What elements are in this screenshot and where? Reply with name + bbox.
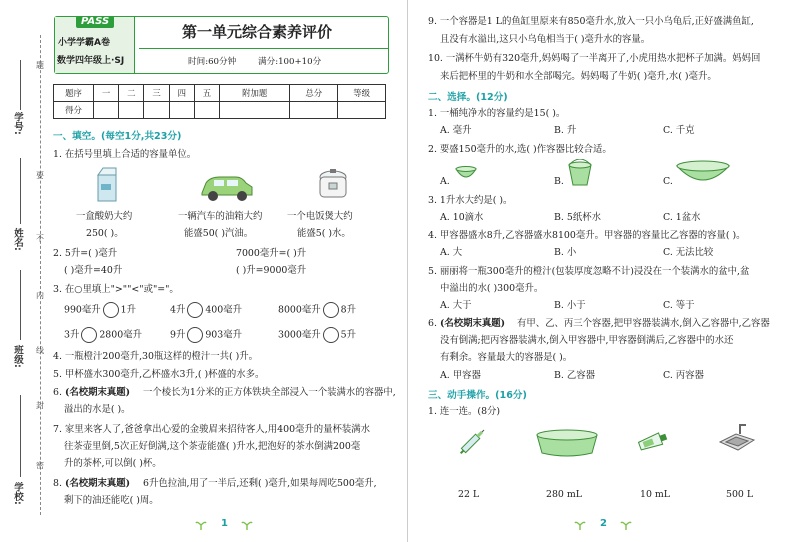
rice-cooker-icon (317, 167, 349, 201)
option-b[interactable]: B. 升 (554, 125, 577, 136)
question-text: 一个电饭煲大约 (287, 211, 353, 222)
score-cell[interactable] (119, 102, 144, 119)
option-a[interactable]: A. 毫升 (440, 125, 472, 136)
capacity-label: 22 L (458, 489, 480, 500)
question-text: 10. 一满杯牛奶有320毫升,妈妈喝了一半离开了,小虎用热水把杯子加满。妈妈回 (428, 53, 761, 64)
question-text: 9. 一个容器是1 L的鱼缸里原来有850毫升水,放入一只小乌龟后,正好盛满鱼缸, (428, 16, 754, 27)
section-title: 一、填空。(每空1分,共23分) (53, 131, 182, 142)
car-icon (198, 171, 256, 203)
question-text: 来后把杯里的牛奶和水全部喝完。妈妈喝了牛奶( )毫升,水( )毫升。 (440, 71, 717, 82)
question-text: 3. 1升水大约是( )。 (428, 195, 513, 206)
compare-right: 903毫升 (205, 329, 242, 341)
fill-line (20, 158, 21, 224)
school-label: 学校: (12, 482, 23, 505)
compare-item (278, 327, 356, 343)
cut-line (40, 35, 41, 515)
option-c[interactable]: C. 无法比较 (663, 247, 714, 258)
compare-right: 2800毫升 (99, 329, 142, 341)
score-table-row (54, 102, 386, 119)
question-text: ( )毫升=40升 (64, 265, 123, 276)
option-b[interactable]: B. 5纸杯水 (554, 212, 601, 223)
compare-circle[interactable] (323, 302, 339, 318)
compare-left: 8000毫升 (278, 304, 321, 316)
table-cell: 题序 (54, 85, 94, 102)
table-cell: 等级 (338, 85, 386, 102)
question-text: 升的茶杯,可以倒( )杯。 (64, 458, 162, 469)
table-cell: 得分 (54, 102, 94, 119)
score-table-header-row (54, 85, 386, 102)
table-cell: 四 (169, 85, 194, 102)
fill-line (20, 270, 21, 340)
score-cell[interactable] (338, 102, 386, 119)
compare-item (278, 302, 356, 318)
compare-item (64, 302, 136, 318)
question-text: 2. 5升=( )毫升 (53, 248, 118, 259)
series-name: 小学学霸A卷 (58, 38, 110, 48)
large-basin-icon (676, 160, 730, 186)
question-text: 4. 一瓶橙汁200毫升,30瓶这样的橙汁一共( )升。 (53, 351, 259, 362)
question-text: 3. 在○里填上">""<"或"="。 (53, 284, 179, 295)
compare-circle[interactable] (81, 327, 97, 343)
option-a[interactable]: A. 甲容器 (440, 370, 481, 381)
syringe-icon (455, 425, 489, 459)
question-text: 2. 要盛150毫升的水,选( )作容器比较合适。 (428, 144, 612, 155)
option-b[interactable]: B. (554, 176, 564, 187)
compare-circle[interactable] (323, 327, 339, 343)
option-c[interactable]: C. 千克 (663, 125, 695, 136)
question-text: 7000毫升=( )升 (236, 248, 307, 259)
question-number: 8. (53, 478, 62, 489)
question-text: 有剩余。容量最大的容器是( )。 (440, 352, 573, 363)
table-cell: 三 (144, 85, 169, 102)
question-text: ( )升=9000毫升 (236, 265, 307, 276)
option-a[interactable]: A. (440, 176, 450, 187)
option-c[interactable]: C. 等于 (663, 300, 695, 311)
option-b[interactable]: B. 小于 (554, 300, 586, 311)
question-text: 5. 丽丽将一瓶300毫升的橙汁(包装厚度忽略不计)浸没在一个装满水的盆中,盆 (428, 266, 750, 277)
table-cell: 二 (119, 85, 144, 102)
grade-label: 数学四年级上·SJ (57, 56, 125, 66)
seal-char: 要 (36, 171, 44, 180)
score-table (53, 84, 386, 119)
question-text: 剩下的油还能吃( )周。 (64, 495, 159, 506)
brand-logo: PASS (76, 16, 114, 28)
question-number: 6. (428, 318, 437, 329)
score-cell[interactable] (290, 102, 338, 119)
question-number: 6. (53, 387, 62, 398)
question-text: 有甲、乙、丙三个容器,把甲容器装满水,倒入乙容器中,乙容器 (517, 318, 770, 329)
question-text: 4. 甲容器盛水8升,乙容器盛水8100毫升。甲容器的容量比乙容器的容量( )。 (428, 230, 746, 241)
compare-item (170, 327, 242, 343)
question-text: 1. 在括号里填上合适的容量单位。 (53, 149, 197, 160)
yogurt-box-icon (94, 167, 122, 203)
capacity-label: 500 L (726, 489, 754, 500)
seal-char: 不 (36, 234, 44, 243)
compare-left: 4升 (170, 304, 186, 316)
option-c[interactable]: C. 1盆水 (663, 212, 701, 223)
binding-strip (0, 0, 50, 542)
question-text: 5. 甲杯盛水300毫升,乙杯盛水3升,( )杯盛的水多。 (53, 369, 265, 380)
option-a[interactable]: A. 大于 (440, 300, 472, 311)
score-cell[interactable] (94, 102, 119, 119)
small-bowl-icon (455, 165, 477, 183)
table-cell: 附加题 (220, 85, 290, 102)
question-text: 能盛50( )汽油。 (184, 228, 254, 239)
full-score: 满分:100+10分 (258, 57, 322, 67)
toothpaste-icon (637, 428, 671, 454)
name-label: 姓名: (12, 228, 23, 251)
fill-line (20, 60, 21, 110)
bucket-icon (566, 159, 594, 187)
question-text: 250( )。 (86, 228, 124, 239)
page-number-text: 2 (600, 518, 607, 529)
question-text: 没有倒满;把丙容器装满水,倒入甲容器中,甲容器倒满后,乙容器中的水还 (440, 335, 734, 346)
seal-char: 内 (36, 291, 44, 300)
question-text: 溢出的水是( )。 (64, 404, 131, 415)
question-text: 往茶壶里倒,5次正好倒满,这个茶壶能盛( )升水,把泡好的茶水倒满200毫 (64, 441, 361, 452)
bathtub-icon (534, 425, 600, 459)
question-text: 一盒酸奶大约 (76, 211, 133, 222)
score-cell[interactable] (169, 102, 194, 119)
capacity-label: 10 mL (640, 489, 671, 500)
seal-char: 线 (36, 346, 44, 355)
section-title: 二、选择。(12分) (428, 92, 508, 103)
score-cell[interactable] (194, 102, 219, 119)
compare-circle[interactable] (103, 302, 119, 318)
option-b[interactable]: B. 小 (554, 247, 577, 258)
capacity-label: 280 mL (546, 489, 582, 500)
compare-left: 9升 (170, 329, 186, 341)
question-text: 且没有水溢出,这只小乌龟相当于( )毫升水的容量。 (440, 34, 651, 45)
question-text: 7. 家里来客人了,爸爸拿出心爱的金骏眉来招待客人,用400毫升的量杯装满水 (53, 424, 371, 435)
compare-left: 3升 (64, 329, 80, 341)
exam-source-tag: (名校期末真题) (65, 387, 131, 398)
compare-item (64, 327, 142, 343)
question-text: 中溢出的水( )300毫升。 (440, 283, 544, 294)
exam-source-tag: (名校期末真题) (65, 478, 131, 489)
page-number-text: 1 (221, 518, 228, 529)
compare-right: 5升 (340, 329, 356, 341)
table-cell: 五 (194, 85, 219, 102)
table-cell: 总分 (290, 85, 338, 102)
seal-char: 题 (36, 61, 44, 70)
question-text: 6升色拉油,用了一半后,还剩( )毫升,如果每周吃500毫升, (143, 478, 377, 489)
time-limit: 时间:60分钟 (188, 57, 237, 67)
exam-source-tag: (名校期末真题) (440, 318, 506, 329)
question-text: 一个棱长为1分米的正方体铁块全部浸入一个装满水的容器中, (143, 387, 396, 398)
option-b[interactable]: B. 乙容器 (554, 370, 595, 381)
option-a[interactable]: A. 大 (440, 247, 463, 258)
option-c[interactable]: C. (663, 176, 673, 187)
score-cell[interactable] (220, 102, 290, 119)
question-text: 能盛5( )水。 (297, 228, 351, 239)
compare-circle[interactable] (187, 302, 203, 318)
seal-char: 密 (36, 461, 44, 470)
student-number-label: 学号: (12, 112, 23, 135)
option-c[interactable]: C. 丙容器 (663, 370, 704, 381)
compare-right: 400毫升 (205, 304, 242, 316)
page-divider (407, 0, 408, 542)
seal-char: 封 (36, 401, 44, 410)
compare-item (170, 302, 242, 318)
table-cell: 一 (94, 85, 119, 102)
compare-right: 1升 (120, 304, 136, 316)
compare-right: 8升 (340, 304, 356, 316)
score-cell[interactable] (144, 102, 169, 119)
option-a[interactable]: A. 10滴水 (440, 212, 484, 223)
question-text: 1. 一桶纯净水的容量约是15( )。 (428, 108, 566, 119)
fill-line (20, 395, 21, 477)
question-text: 1. 连一连。(8分) (428, 406, 501, 417)
class-label: 班级: (12, 345, 23, 368)
compare-left: 990毫升 (64, 304, 101, 316)
compare-circle[interactable] (187, 327, 203, 343)
kitchen-sink-icon (716, 422, 756, 458)
exam-title: 第一单元综合素养评价 (182, 23, 333, 41)
question-text: 一辆汽车的油箱大约 (178, 211, 263, 222)
section-title: 三、动手操作。(16分) (428, 390, 527, 401)
compare-left: 3000毫升 (278, 329, 321, 341)
